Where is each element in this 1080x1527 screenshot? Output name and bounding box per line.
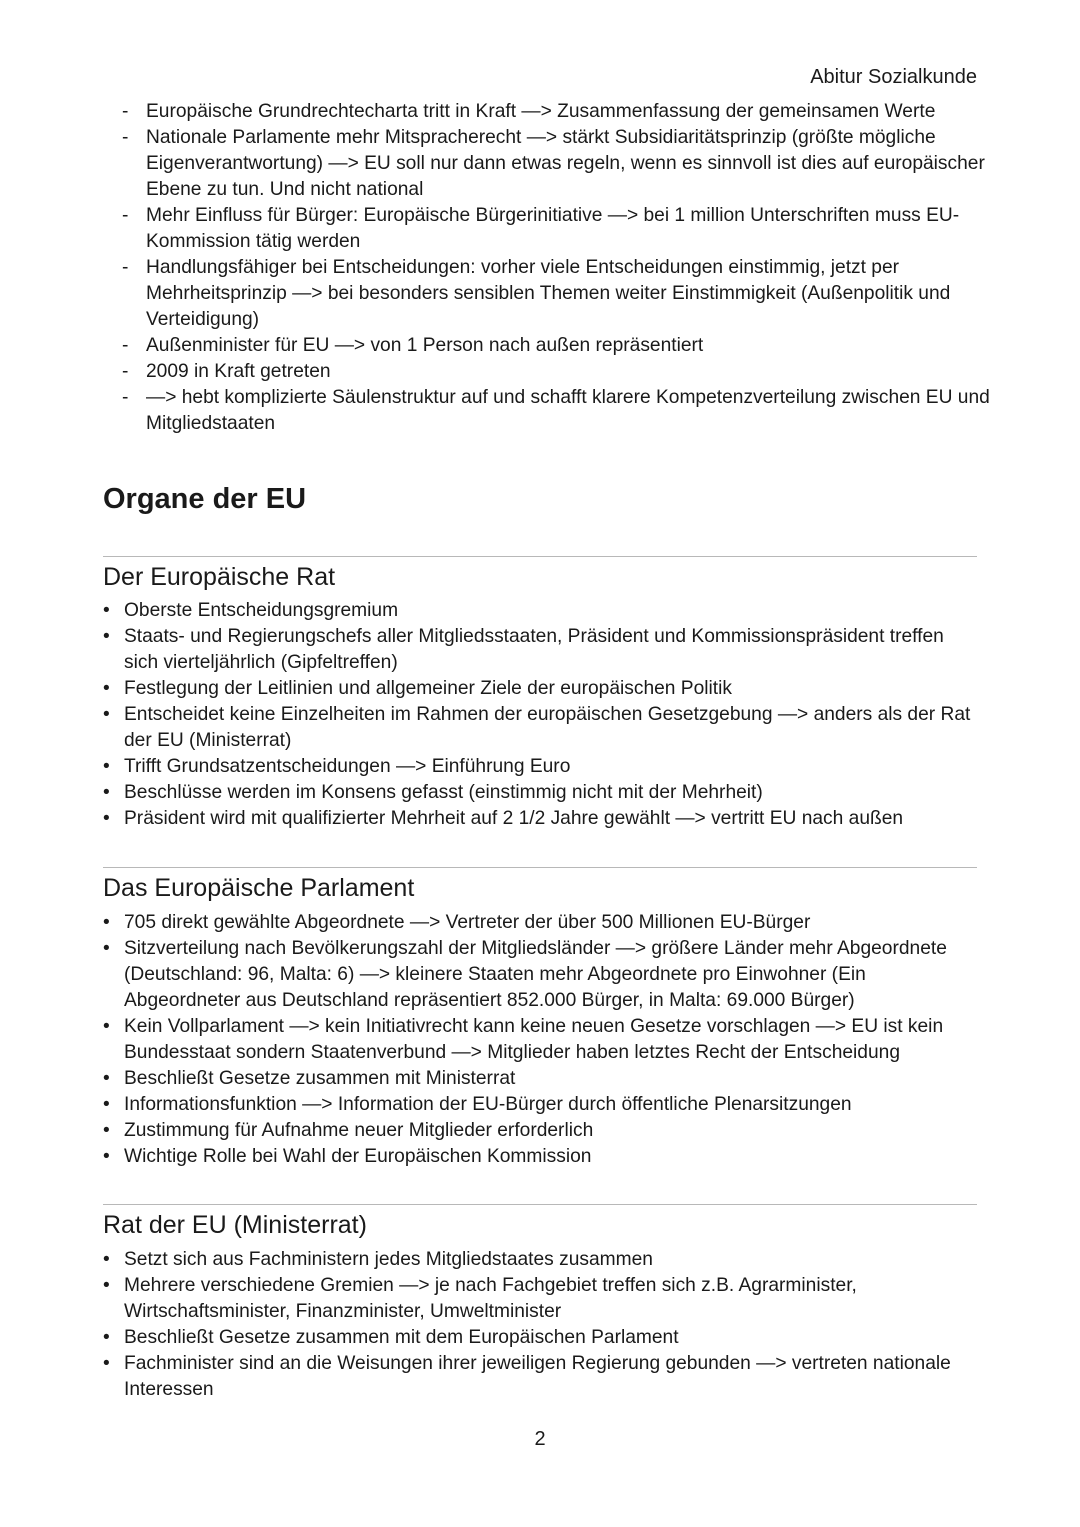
list-item-text: Staats- und Regierungschefs aller Mitgliedsstaaten, Präsident und Kommissionspräsident treffen sich vierteljährlich (Gipfeltreffen)	[124, 626, 944, 673]
list-item-text: Informationsfunktion —> Information der EU-Bürger durch öffentliche Plenarsitzungen	[124, 1094, 852, 1115]
list-item	[103, 1351, 983, 1403]
list-item	[122, 385, 992, 437]
list-item	[103, 702, 983, 754]
page-number: 2	[534, 1428, 546, 1450]
list-item	[103, 624, 983, 676]
list-item	[103, 1118, 983, 1144]
list-item-text: Präsident wird mit qualifizierter Mehrheit auf 2 1/2 Jahre gewählt —> vertritt EU nach außen	[124, 808, 904, 829]
list-item-text: Oberste Entscheidungsgremium	[124, 600, 399, 621]
list-item-text: Festlegung der Leitlinien und allgemeiner Ziele der europäischen Politik	[124, 678, 732, 699]
subsection-title-european-parliament: Das Europäische Parlament	[103, 874, 415, 902]
list-item-text: Fachminister sind an die Weisungen ihrer jeweiligen Regierung gebunden —> vertreten nationale Interessen	[124, 1353, 951, 1400]
list-item-text: Wichtige Rolle bei Wahl der Europäischen Kommission	[124, 1146, 592, 1167]
bullet-marker: •	[103, 704, 110, 725]
bullet-marker: •	[103, 1249, 110, 1270]
list-item-text: Setzt sich aus Fachministern jedes Mitgliedstaates zusammen	[124, 1249, 653, 1270]
bullet-marker: •	[103, 1016, 110, 1037]
bullet-marker: •	[103, 912, 110, 933]
list-item	[103, 754, 983, 780]
list-item-text: Kein Vollparlament —> kein Initiativrecht kann keine neuen Gesetze vorschlagen —> EU ist kein Bundesstaat sondern Staatenverbund —> Mitglieder haben letztes Recht der Entscheidung	[124, 1016, 944, 1063]
bullet-marker: •	[103, 1120, 110, 1141]
list-item-text: 2009 in Kraft getreten	[146, 361, 331, 382]
parliament-list	[103, 910, 983, 1170]
list-item-text: Trifft Grundsatzentscheidungen —> Einführung Euro	[124, 756, 571, 777]
list-item-text: Europäische Grundrechtecharta tritt in Kraft —> Zusammenfassung der gemeinsamen Werte	[146, 101, 936, 122]
dash-marker: -	[122, 335, 129, 356]
list-item	[122, 125, 992, 203]
list-item	[103, 936, 983, 1014]
bullet-marker: •	[103, 678, 110, 699]
bullet-marker: •	[103, 600, 110, 621]
list-item	[103, 1273, 983, 1325]
dash-marker: -	[122, 101, 129, 122]
intro-list	[122, 99, 992, 437]
list-item-text: —> hebt komplizierte Säulenstruktur auf und schafft klarere Kompetenzverteilung zwischen EU und Mitgliedstaaten	[146, 387, 990, 434]
list-item-text: 705 direkt gewählte Abgeordnete —> Vertreter der über 500 Millionen EU-Bürger	[124, 912, 811, 933]
dash-marker: -	[122, 205, 129, 226]
list-item-text: Nationale Parlamente mehr Mitspracherecht —> stärkt Subsidiaritätsprinzip (größte mögliche Eigenverantwortung) —> EU soll nur dann etwas regeln, wenn es sinnvoll ist dies auf europäischer Ebene zu tun. Und nicht national	[146, 127, 985, 200]
list-item	[122, 255, 992, 333]
list-item	[122, 359, 992, 385]
bullet-marker: •	[103, 782, 110, 803]
list-item	[103, 1066, 983, 1092]
dash-marker: -	[122, 257, 129, 278]
section-divider	[103, 867, 977, 868]
list-item-text: Zustimmung für Aufnahme neuer Mitglieder erforderlich	[124, 1120, 594, 1141]
bullet-marker: •	[103, 1146, 110, 1167]
list-item	[122, 333, 992, 359]
list-item-text: Außenminister für EU —> von 1 Person nach außen repräsentiert	[146, 335, 704, 356]
list-item	[103, 1144, 983, 1170]
dash-marker: -	[122, 127, 129, 148]
bullet-marker: •	[103, 938, 110, 959]
list-item	[103, 1014, 983, 1066]
page-header: Abitur Sozialkunde	[810, 66, 977, 88]
council-list	[103, 598, 983, 832]
list-item-text: Beschlüsse werden im Konsens gefasst (einstimmig nicht mit der Mehrheit)	[124, 782, 763, 803]
bullet-marker: •	[103, 626, 110, 647]
bullet-marker: •	[103, 1275, 110, 1296]
section-divider	[103, 1204, 977, 1205]
list-item	[103, 910, 983, 936]
list-item	[103, 1247, 983, 1273]
list-item	[122, 99, 992, 125]
dash-marker: -	[122, 361, 129, 382]
list-item-text: Handlungsfähiger bei Entscheidungen: vorher viele Entscheidungen einstimmig, jetzt per Mehrheitsprinzip —> bei besonders sensiblen Themen weiter Einstimmigkeit (Außenpolitik und Verteidigung)	[146, 257, 951, 330]
bullet-marker: •	[103, 808, 110, 829]
bullet-marker: •	[103, 1327, 110, 1348]
list-item	[103, 1325, 983, 1351]
bullet-marker: •	[103, 1353, 110, 1374]
list-item-text: Mehr Einfluss für Bürger: Europäische Bürgerinitiative —> bei 1 million Unterschriften muss EU-Kommission tätig werden	[146, 205, 960, 252]
list-item	[103, 676, 983, 702]
ministers-list	[103, 1247, 983, 1403]
list-item-text: Sitzverteilung nach Bevölkerungszahl der Mitgliedsländer —> größere Länder mehr Abgeordnete (Deutschland: 96, Malta: 6) —> kleinere Staaten mehr Abgeordnete pro Einwohner (Ein Abgeordneter aus Deutschland repräsentiert 852.000 Bürger, in Malta: 69.000 Bürger)	[124, 938, 947, 1011]
bullet-marker: •	[103, 1068, 110, 1089]
list-item	[103, 1092, 983, 1118]
bullet-marker: •	[103, 756, 110, 777]
list-item-text: Mehrere verschiedene Gremien —> je nach Fachgebiet treffen sich z.B. Agrarminister, Wirtschaftsminister, Finanzminister, Umweltminister	[124, 1275, 857, 1322]
section-title: Organe der EU	[103, 483, 307, 515]
list-item	[103, 598, 983, 624]
bullet-marker: •	[103, 1094, 110, 1115]
dash-marker: -	[122, 387, 129, 408]
subsection-title-european-council: Der Europäische Rat	[103, 563, 336, 591]
section-divider	[103, 556, 977, 557]
subsection-title-council-of-eu: Rat der EU (Ministerrat)	[103, 1211, 367, 1239]
list-item	[103, 780, 983, 806]
list-item-text: Beschließt Gesetze zusammen mit dem Europäischen Parlament	[124, 1327, 679, 1348]
list-item	[103, 806, 983, 832]
list-item-text: Beschließt Gesetze zusammen mit Ministerrat	[124, 1068, 516, 1089]
list-item-text: Entscheidet keine Einzelheiten im Rahmen der europäischen Gesetzgebung —> anders als der Rat der EU (Ministerrat)	[124, 704, 971, 751]
list-item	[122, 203, 992, 255]
